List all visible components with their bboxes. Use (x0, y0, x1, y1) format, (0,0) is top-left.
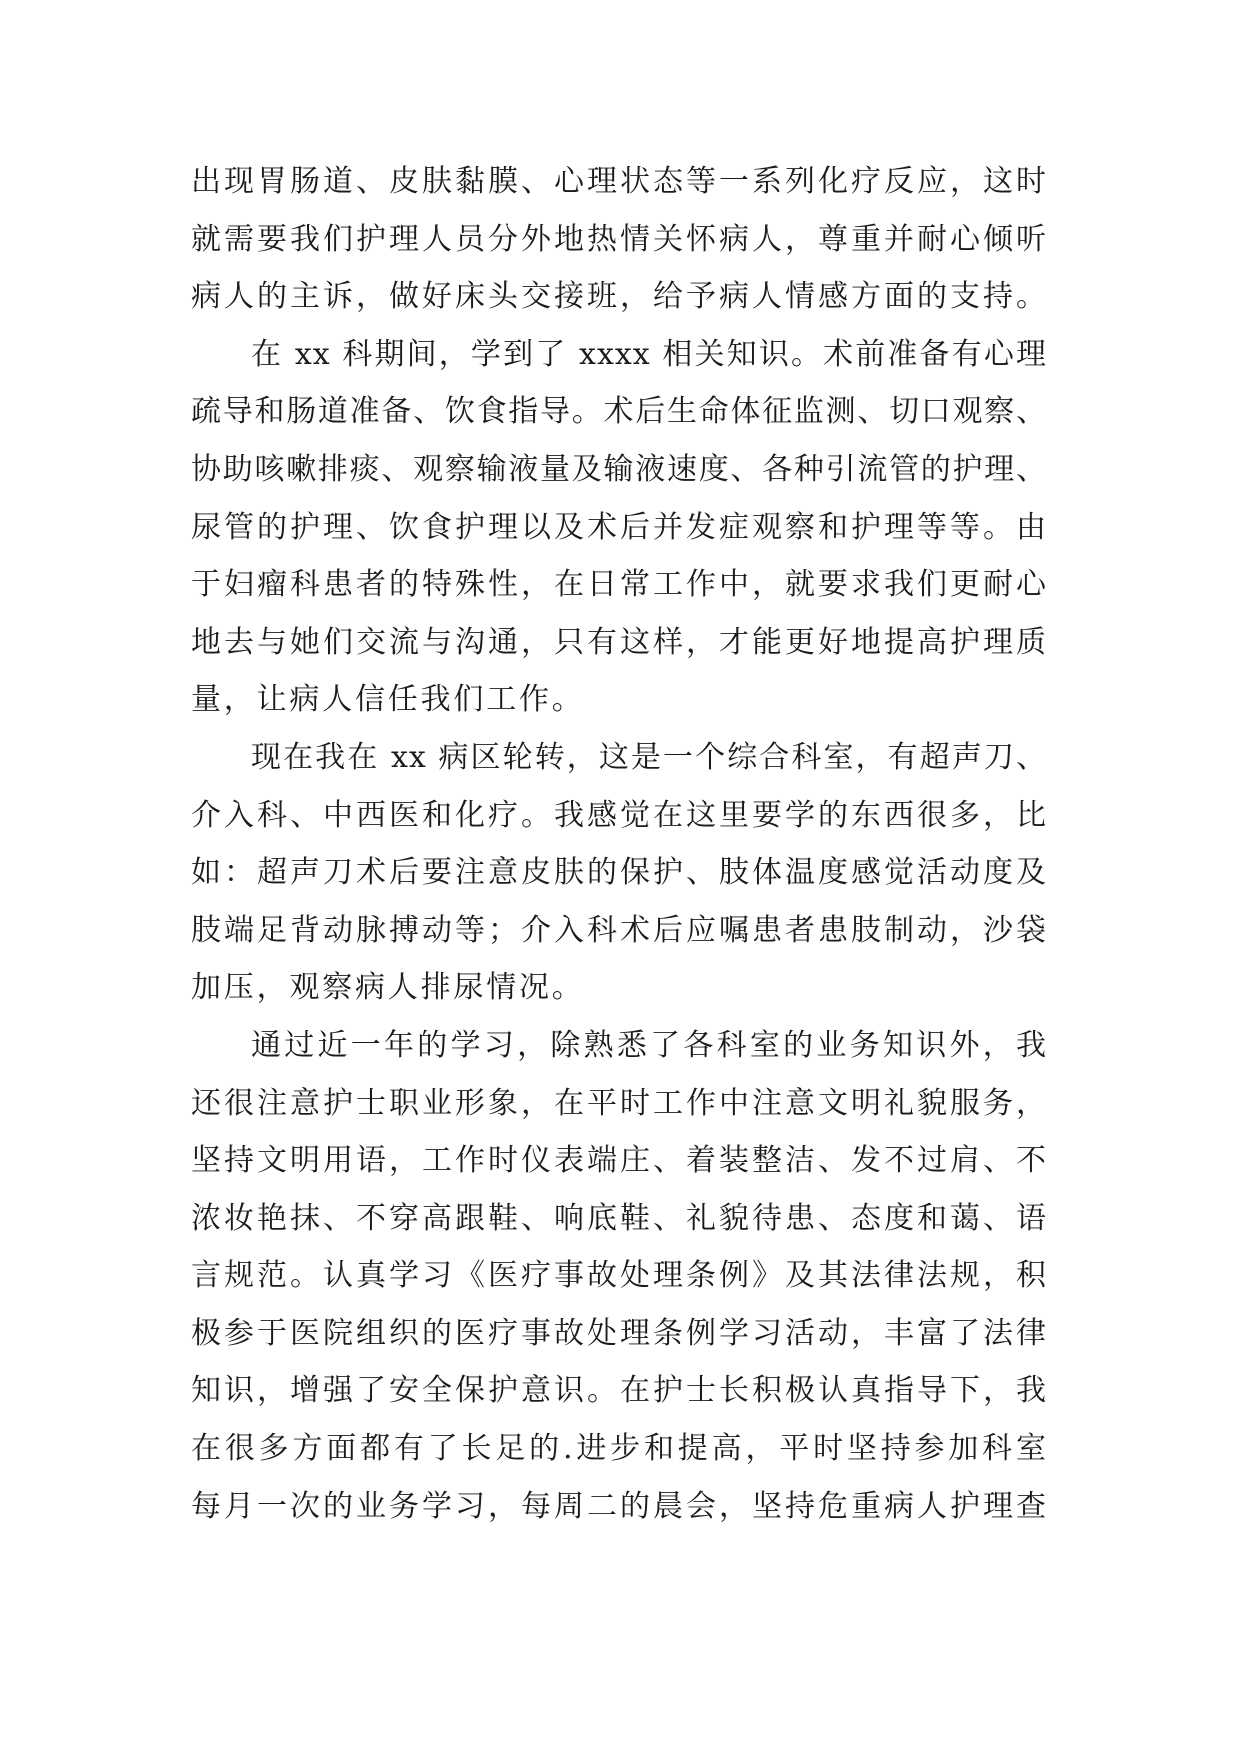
text-line: 尿管的护理、饮食护理以及术后并发症观察和护理等等。由 (191, 509, 1047, 545)
text-line: 于妇瘤科患者的特殊性，在日常工作中，就要求我们更耐心 (191, 567, 1047, 603)
text-line: 言规范。认真学习《医疗事故处理条例》及其法律法规，积 (191, 1258, 1047, 1294)
text-line: 疏导和肠道准备、饮食指导。术后生命体征监测、切口观察、 (191, 394, 1047, 430)
paragraph (191, 729, 1047, 1017)
text-line: 肢端足背动脉搏动等；介入科术后应嘱患者患肢制动，沙袋 (191, 912, 1047, 948)
paragraph-continuation (191, 153, 1047, 326)
text-line: 在 xx 科期间，学到了 xxxx 相关知识。术前准备有心理 (251, 336, 1047, 372)
text-line: 极参于医院组织的医疗事故处理条例学习活动，丰富了法律 (191, 1315, 1047, 1351)
text-line: 加压，观察病人排尿情况。 (191, 970, 585, 1006)
text-line: 现在我在 xx 病区轮转，这是一个综合科室，有超声刀、 (251, 739, 1047, 775)
paragraph (191, 326, 1047, 729)
text-line: 每月一次的业务学习，每周二的晨会，坚持危重病人护理查 (191, 1488, 1047, 1524)
text-line: 出现胃肠道、皮肤黏膜、心理状态等一系列化疗反应，这时 (191, 164, 1047, 199)
paragraph (191, 1017, 1047, 1535)
text-line: 如：超声刀术后要注意皮肤的保护、肢体温度感觉活动度及 (191, 855, 1047, 891)
text-line: 在很多方面都有了长足的.进步和提高，平时坚持参加科室 (191, 1431, 1047, 1467)
text-line: 还很注意护士职业形象，在平时工作中注意文明礼貌服务， (191, 1085, 1047, 1121)
text-line: 量，让病人信任我们工作。 (191, 682, 585, 718)
text-line: 介入科、中西医和化疗。我感觉在这里要学的东西很多，比 (191, 797, 1047, 833)
text-line: 浓妆艳抹、不穿高跟鞋、响底鞋、礼貌待患、态度和蔼、语 (191, 1200, 1047, 1236)
text-line: 通过近一年的学习，除熟悉了各科室的业务知识外，我 (251, 1027, 1047, 1063)
text-line: 坚持文明用语，工作时仪表端庄、着装整洁、发不过肩、不 (191, 1143, 1047, 1179)
body-text (191, 153, 1047, 1535)
text-line: 病人的主诉，做好床头交接班，给予病人情感方面的支持。 (191, 279, 1047, 315)
text-line: 地去与她们交流与沟通，只有这样，才能更好地提高护理质 (191, 624, 1047, 660)
text-line: 协助咳嗽排痰、观察输液量及输液速度、各种引流管的护理、 (191, 451, 1047, 487)
text-line: 就需要我们护理人员分外地热情关怀病人，尊重并耐心倾听 (191, 221, 1047, 257)
text-line: 知识，增强了安全保护意识。在护士长积极认真指导下，我 (191, 1373, 1047, 1409)
